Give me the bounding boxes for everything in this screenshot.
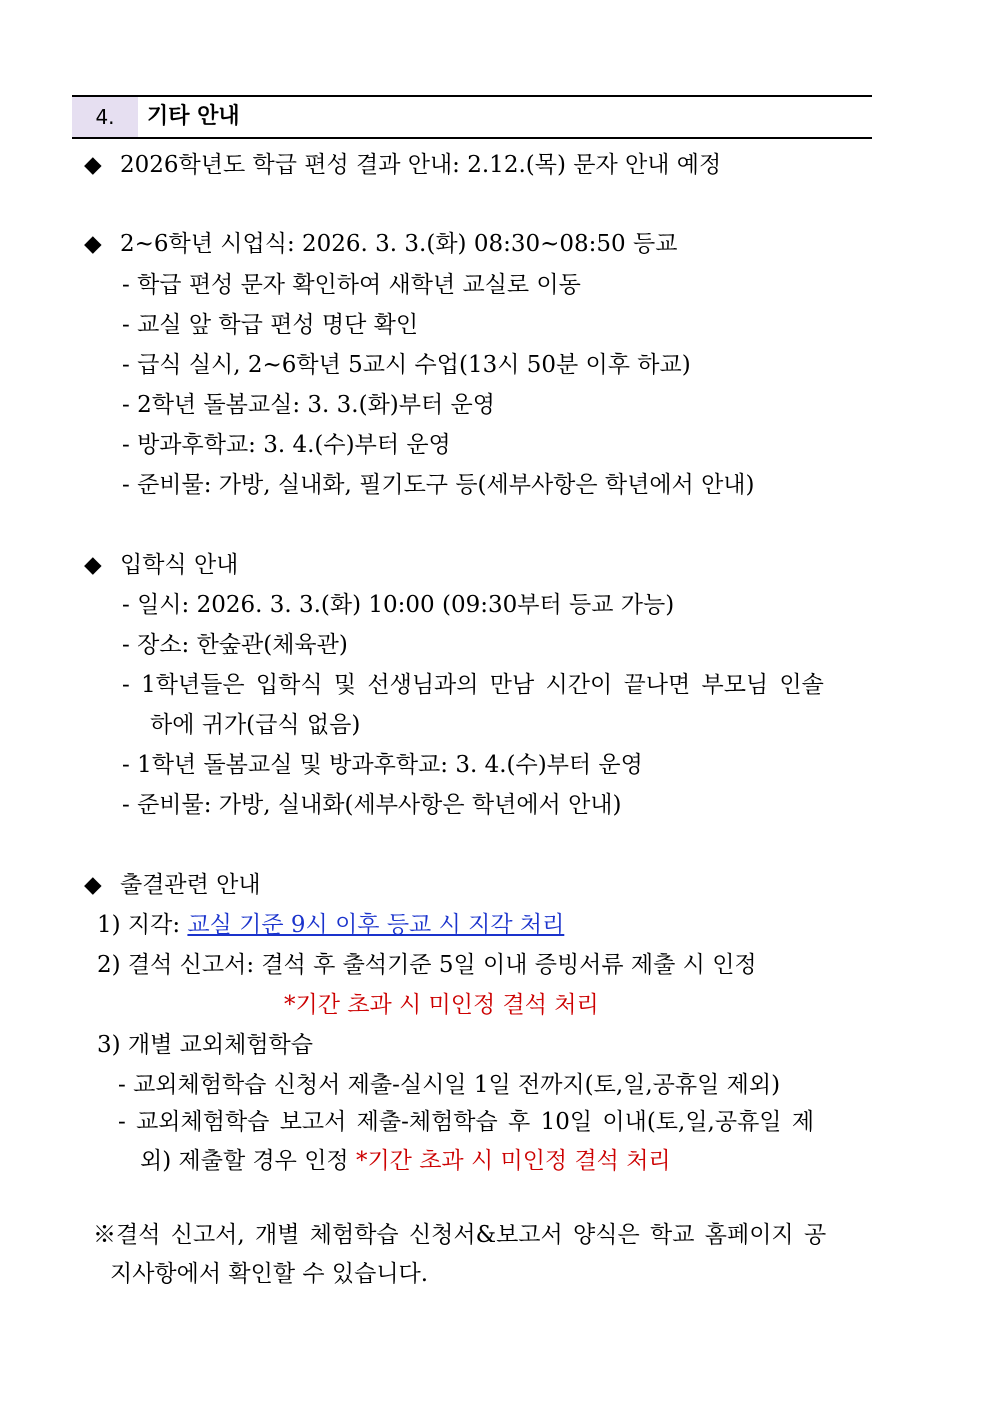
section-number: 4. <box>72 97 138 137</box>
footnote-line: ※결석 신고서, 개별 체험학습 신청서&보고서 양식은 학교 홈페이지 공 <box>93 1222 827 1248</box>
attendance-title: 출결관련 안내 <box>120 872 261 898</box>
list-item-continued <box>140 1146 671 1176</box>
diamond-bullet-icon: ◆ <box>84 231 102 257</box>
footnote-line: 지사항에서 확인할 수 있습니다. <box>110 1261 429 1287</box>
late-rule-link[interactable]: 교실 기준 9시 이후 등교 시 지각 처리 <box>187 912 565 938</box>
absence-rule: 2) 결석 신고서: 결석 후 출석기준 5일 이내 증빙서류 제출 시 인정 <box>97 952 757 978</box>
list-item: - 1학년 돌봄교실 및 방과후학교: 3. 4.(수)부터 운영 <box>122 752 643 778</box>
absence-warning: *기간 초과 시 미인정 결석 처리 <box>284 992 599 1018</box>
list-item: - 일시: 2026. 3. 3.(화) 10:00 (09:30부터 등교 가능) <box>122 592 675 618</box>
list-item: - 준비물: 가방, 실내화, 필기도구 등(세부사항은 학년에서 안내) <box>122 472 755 498</box>
late-rule <box>97 910 564 940</box>
section-title: 기타 안내 <box>147 104 240 129</box>
list-item: - 교실 앞 학급 편성 명단 확인 <box>122 312 419 338</box>
list-item: - 1학년들은 입학식 및 선생님과의 만남 시간이 끝나면 부모님 인솔 <box>122 672 824 698</box>
list-item: - 학급 편성 문자 확인하여 새학년 교실로 이동 <box>122 272 581 298</box>
list-item-continued: 하에 귀가(급식 없음) <box>150 712 361 738</box>
experience-title: 3) 개별 교외체험학습 <box>97 1032 313 1058</box>
notice-class-assignment: 2026학년도 학급 편성 결과 안내: 2.12.(목) 문자 안내 예정 <box>120 152 722 178</box>
list-item: - 장소: 한숲관(체육관) <box>122 632 348 658</box>
experience-approval-text: 외) 제출할 경우 인정 <box>140 1148 356 1174</box>
opening-title: 2~6학년 시업식: 2026. 3. 3.(화) 08:30~08:50 등교 <box>120 231 678 257</box>
entrance-title: 입학식 안내 <box>120 552 239 578</box>
list-item: - 급식 실시, 2~6학년 5교시 수업(13시 50분 이후 하교) <box>122 352 691 378</box>
list-item: - 교외체험학습 보고서 제출-체험학습 후 10일 이내(토,일,공휴일 제 <box>118 1109 815 1135</box>
section-heading <box>72 95 872 139</box>
list-item: - 2학년 돌봄교실: 3. 3.(화)부터 운영 <box>122 392 495 418</box>
diamond-bullet-icon: ◆ <box>84 552 102 578</box>
diamond-bullet-icon: ◆ <box>84 152 102 178</box>
list-item: - 준비물: 가방, 실내화(세부사항은 학년에서 안내) <box>122 792 622 818</box>
experience-warning: *기간 초과 시 미인정 결석 처리 <box>355 1148 671 1174</box>
diamond-bullet-icon: ◆ <box>84 872 102 898</box>
late-label: 1) 지각: <box>97 912 188 938</box>
list-item: - 교외체험학습 신청서 제출-실시일 1일 전까지(토,일,공휴일 제외) <box>118 1072 781 1098</box>
list-item: - 방과후학교: 3. 4.(수)부터 운영 <box>122 432 451 458</box>
